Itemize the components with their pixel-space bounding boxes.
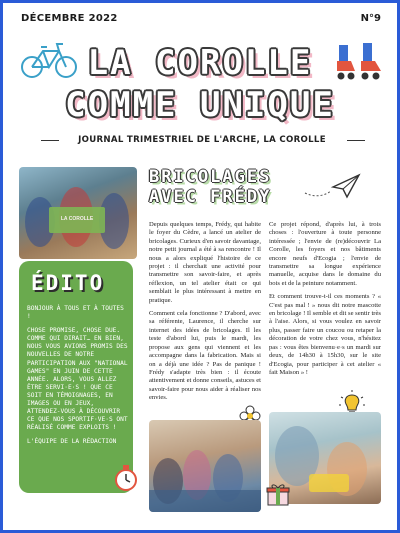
edito-greeting: BONJOUR À TOUS ET À TOUTES !: [27, 305, 124, 321]
article-title-line1: BRICOLAGES: [149, 167, 272, 187]
photo-sports-team: [19, 167, 137, 259]
edito-body: CHOSE PROMISE, CHOSE DUE. COMME QUI DIRAIT… EN BIEN, NOUS VOUS AVIONS PROMIS DES NOUVELLES DE NOTRE PARTICIPATION AUX "NATIONAL GAMES" EN JUIN DE CETTE ANNÉE. ALORS, VOUS ALLEZ ÊTRE SERVI·E·S ! QUE CE SOIT EN TÉMOIGNAGES, EN IMAGES OU EN JEUX, ATTENDEZ-VOUS À DÉCOUVRIR CE QUE NOS SPORTIF·VE·S ONT RÉALISÉ COMME EXPLOITS !: [27, 327, 128, 432]
article-paragraph: Comment cela fonctionne ? D'abord, avec sa référente, Laurence, il cherche sur internet des idées de bricolages. Il les teste d'abord lui, puis le mardi, les propose aux gens qui viennent et les accompagne dans la fabrication. Mais si on a déjà une idée ? Pas de panique ! Frédy s'adapte très bien : il écoute attentivement et donne conseils, astuces et savoir-faire pour nous aider à réaliser nos envies.: [149, 310, 261, 402]
gift-icon: [265, 481, 291, 507]
issue-number: N°9: [360, 13, 381, 24]
article-column-1: [149, 221, 261, 408]
photo-workshop-group: [149, 420, 261, 512]
edito-signature: L'ÉQUIPE DE LA RÉDACTION: [27, 438, 117, 446]
article-title: [149, 167, 271, 207]
subtitle-rule-right: [347, 140, 365, 141]
article-column-2: [269, 221, 381, 382]
newsletter-title-line1: LA COROLLE: [87, 43, 313, 83]
newsletter-title-line2: COMME UNIQUE: [65, 85, 335, 125]
edito-title: ÉDITO: [31, 271, 105, 295]
issue-month: DÉCEMBRE 2022: [21, 13, 118, 24]
stopwatch-icon: [113, 463, 139, 493]
newsletter-subtitle: JOURNAL TRIMESTRIEL DE L'ARCHE, LA COROLLE: [78, 135, 326, 145]
article-paragraph: Depuis quelques temps, Frédy, qui habite le foyer du Cèdre, a lancé un atelier de bricolages. Curieux d'en savoir davantage, notre petit journal a été à sa rencontre ! Il nous a alors expliqué l'histoire de ce projet : il cherchait une activité pour transmettre son savoir-faire, et après réflexion, un tel atelier était ce qui semblait le plus intéressant à mettre en pratique.: [149, 221, 261, 304]
article-paragraph: Ce projet répond, d'après lui, à trois choses : l'ouverture à toute personne intéressée ; l'envie de (re)découvrir La Corolle, les foyers et nos bâtiments encore neufs d'Ecogia ; l'envie de transmettre sa longue expérience manuelle, acquise dans le domaine du bois et de la peinture notamment.: [269, 221, 381, 287]
edito-text: [27, 305, 131, 453]
article-title-line2: AVEC FRÉDY: [149, 187, 272, 207]
photo-sign: LA COROLLE: [49, 207, 105, 233]
article-paragraph: Et comment trouve-t-il ces moments ? « C'est pas mal ! » nous dit notre mascotte en bricolage ! Il semble et dit se sentir très à l'aise. Alors, si vous voulez en savoir plus, passer faire un coucou ou retaper la décoration de votre chez vous, n'hésitez pas : vous êtes bienvenu·e·s un mardi sur deux, de 14h30 à 15h30, sur le site d'Ecogia, pour participer à cet atelier « fait Maison » !: [269, 293, 381, 376]
paper-plane-icon: [303, 171, 363, 201]
